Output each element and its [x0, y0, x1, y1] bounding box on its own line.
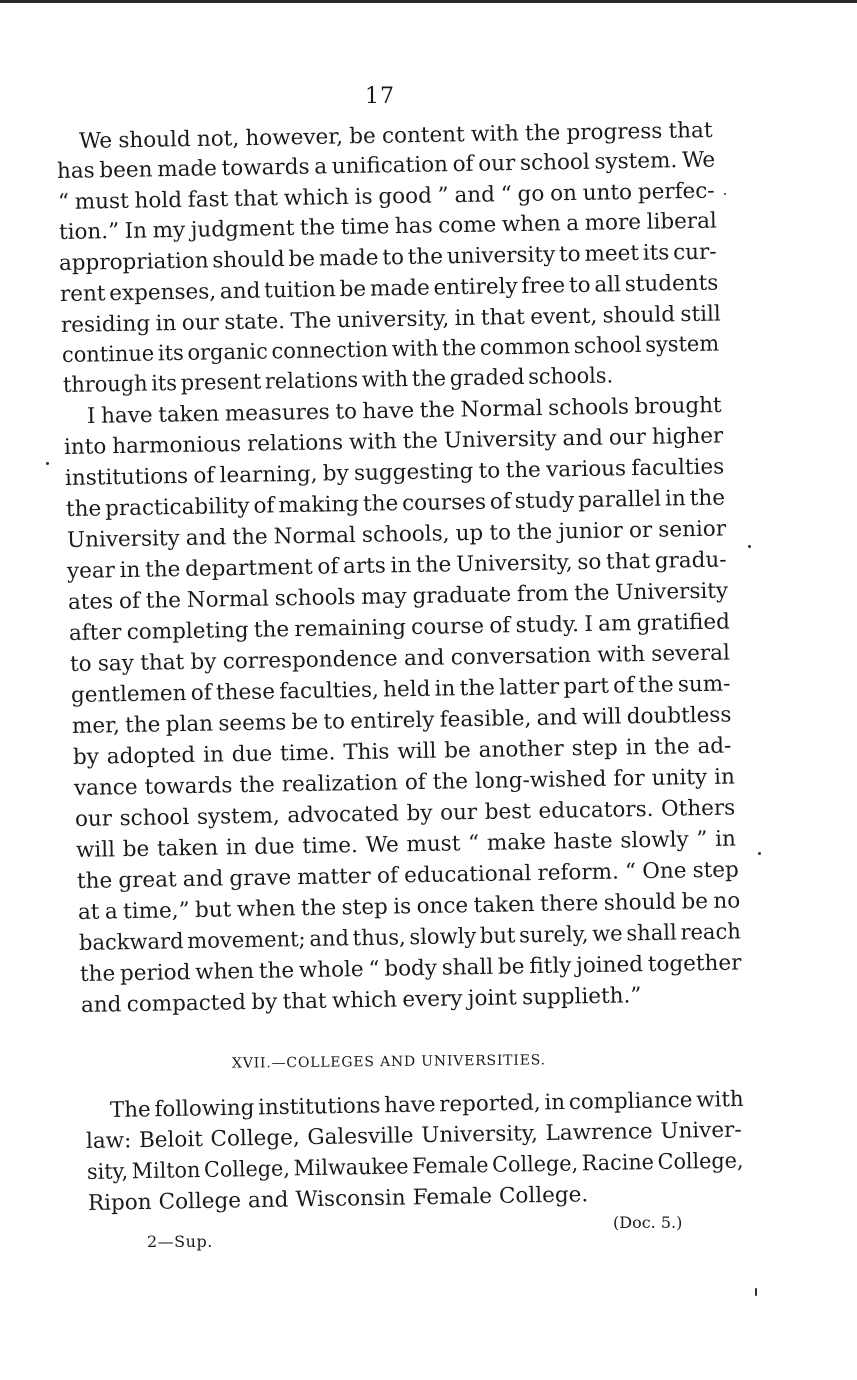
body-text-line: mer, the plan seems be to entirely feasible, and will doubtless: [71, 702, 732, 739]
page-number: 17: [365, 84, 395, 109]
body-text-line: year in the department of arts in the University, so that gradu-: [66, 547, 727, 584]
body-text-line: will be taken in due time. We must “ make haste slowly ” in: [75, 826, 737, 863]
scan-speck: [758, 852, 761, 855]
body-text-line: by adopted in due time. This will be another step in the ad-: [72, 733, 732, 770]
body-text-line: sity, Milton College, Milwaukee Female College, Racine College,: [86, 1148, 744, 1185]
body-text-line: the great and grave matter of educational reform. “ One step: [76, 857, 740, 894]
body-text-line: appropriation should be made to the university to meet its cur-: [58, 239, 717, 276]
body-text-line: tion.” In my judgment the time has come when a more liberal: [58, 208, 717, 245]
body-text-line: vance towards the realization of the long-wished for unity in: [73, 764, 736, 801]
body-text-line: at a time,” but when the step is once taken there should be no: [77, 888, 741, 925]
body-text-line: We should not, however, be content with the progress that: [78, 117, 713, 154]
scan-speck: [724, 193, 726, 195]
body-text-line: to say that by correspondence and conversation with several: [69, 640, 731, 677]
body-text-line: after completing the remaining course of study. I am gratified: [68, 609, 731, 646]
body-text-line: the period when the whole “ body shall be fitly joined together: [79, 950, 742, 987]
body-text-line: through its present relations with the graded schools.: [62, 363, 614, 398]
signature-mark: 2—Sup.: [147, 1232, 213, 1251]
top-edge-rule: [0, 0, 857, 3]
body-text-line: Ripon College and Wisconsin Female College.: [87, 1182, 589, 1216]
scan-speck: [46, 462, 49, 465]
body-text-line: “ must hold fast that which is good ” and “ go on unto perfec-: [57, 178, 715, 215]
body-text-line: our school system, advocated by our best educators. Others: [74, 795, 736, 832]
body-text-line: residing in our state. The university, in that event, should still: [60, 301, 721, 338]
body-text-line: rent expenses, and tuition be made entirely free to all students: [59, 270, 719, 307]
body-text-line: the practicability of making the courses of study parallel in the: [65, 485, 726, 522]
body-text-line: and compacted by that which every joint supplieth.”: [80, 983, 642, 1018]
body-text-line: into harmonious relations with the University and our higher: [63, 423, 724, 460]
body-text-line: continue its organic connection with the common school system: [61, 331, 720, 368]
body-text-line: gentlemen of these faculties, held in the latter part of the sum-: [70, 671, 731, 708]
doc-reference: (Doc. 5.): [613, 1213, 683, 1232]
body-text-line: University and the Normal schools, up to the junior or senior: [66, 516, 727, 553]
body-text-line: I have taken measures to have the Normal schools brought: [86, 392, 722, 429]
body-text-line: institutions of learning, by suggesting to the various faculties: [64, 454, 725, 491]
body-text-line: backward movement; and thus, slowly but surely, we shall reach: [78, 919, 742, 956]
body-text-line: The following institutions have reported, in compliance with: [109, 1086, 744, 1123]
body-text-line: has been made towards a unification of our school system. We: [56, 147, 716, 184]
scan-speck: [755, 1288, 757, 1296]
body-text-line: ates of the Normal schools may graduate from the University: [67, 578, 729, 615]
section-heading: XVII.—COLLEGES AND UNIVERSITIES.: [231, 1052, 546, 1072]
body-text-line: law: Beloit College, Galesville University, Lawrence Univer-: [85, 1117, 742, 1154]
scan-speck: [748, 545, 751, 548]
